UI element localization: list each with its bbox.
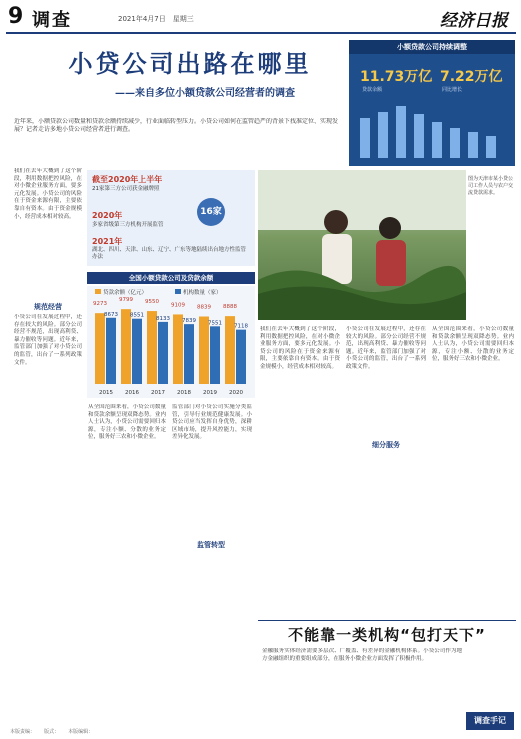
chart-data-label: 9109 [171,302,185,309]
chart-data-label: 7839 [182,318,196,325]
column-5: 小贷公司在发展过程中，还存在较大的风险。部分公司经营不规范，出现高利贷、暴力催收等问题。近年来，监管部门加强了对小贷公司的监管，出台了一系列政策文件。 [346,326,426,370]
timeline-year-1: 截至2020年上半年 [92,175,163,184]
chart-bar [132,319,142,384]
timeline-year-2: 2020年 [92,211,123,220]
chart-bar [95,313,105,384]
article-lead: 近年来，小额贷款公司数量和贷款余额持续减少，行业面临转型压力。小贷公司如何在监管趋严的背景下找准定位、实现发展？记者走访多地小贷公司经营者进行调查。 [14,118,339,133]
panel-bar [486,136,496,158]
panel-bar [468,132,478,158]
chart-bar [158,322,168,384]
bar-chart-svg [87,286,255,398]
chart-legend-swatch [175,289,181,294]
section-name: 调查 [32,10,72,31]
chart-data-label: 7551 [208,320,222,327]
chart-data-label: 8839 [197,304,211,311]
column-2: 从全国范围来看，小贷公司数量和贷款余额呈现双降态势。业内人士认为，小贷公司需要回归本源，专注小额、分散的业务定位，服务好三农和小微企业。 [88,404,166,441]
chart-bar [121,309,131,384]
timeline-text-3: 湖北、四川、天津、山东、辽宁、广东等地陆续出台地方性监管办法 [92,247,247,260]
chart-data-label: 9550 [145,299,159,306]
stats-panel-title: 小额贷款公司持续调整 [349,40,515,54]
commentary-text: 金融服务实体经济需要多层次、广覆盖、有差异的金融机构体系。小贷公司作为地方金融组织的重要组成部分，在服务小微企业方面发挥了积极作用。 [262,648,462,662]
column-6: 从全国范围来看，小贷公司数量和贷款余额呈现双降态势。业内人士认为，小贷公司需要回归本源，专注小额、分散的业务定位，服务好三农和小微企业。 [432,326,514,363]
panel-bar [360,118,370,158]
stat-label-1: 贷款余额 [362,87,383,93]
timeline-badge: 16家 [197,198,225,226]
column-1: 小贷公司在发展过程中，还存在较大的风险。部分公司经营不规范，出现高利贷、暴力催收等问题。近年来，监管部门加强了对小贷公司的监管，出台了一系列政策文件。 [14,314,82,366]
commentary-title: 不能靠一类机构“包打天下” [288,626,486,644]
panel-bar [378,112,388,158]
column-1-top: 我们在去年大概到了这个阶段，利用数据把控风险，在对小微企业服务方面，要多元化发展。小贷公司的风险在于资金来源有限，主要依靠自有资本。由于资金规模小，经营成本相对较高。 [14,168,82,220]
chart-data-label: 7118 [234,323,248,330]
page-footer: 本版责编： 版式： 本版编辑： [10,729,94,735]
chart-data-label: 8888 [223,304,237,311]
commentary-rule [258,620,516,621]
photo-illustration [258,170,466,320]
subhead-2: 监管转型 [197,541,225,549]
subhead-1: 规范经营 [34,303,62,311]
header-rule [6,32,516,34]
issue-date: 2021年4月7日 星期三 [118,15,194,23]
chart-tick-label: 2018 [177,390,191,396]
column-4: 我们在去年大概到了这个阶段，利用数据把控风险，在对小微企业服务方面，要多元化发展。小贷公司的风险在于资金来源有限，主要依靠自有资本。由于资金规模小，经营成本相对较高。 [260,326,340,370]
stat-label-2: 同比增长 [442,87,463,93]
chart-tick-label: 2017 [151,390,165,396]
stats-panel-bars [356,100,508,158]
chart-bar [236,330,246,384]
chart-tick-label: 2020 [229,390,243,396]
timeline-text-2: 多家省级第三方机构开展监管 [92,222,164,228]
chart-data-label: 8133 [156,315,170,322]
article-title: 小贷公司出路在哪里 [68,50,312,78]
chart-data-label: 9799 [119,297,133,304]
photo-caption: 图为天津市某小贷公司工作人员与农户交流贷款需求。 [468,176,514,196]
chart-legend-swatch [95,289,101,294]
chart-bar [147,311,157,384]
chart-bar [199,317,209,384]
commentary-tag: 调查手记 [466,712,514,730]
bar-chart [87,286,255,398]
panel-bar [396,106,406,158]
subhead-3: 细分服务 [372,441,400,449]
chart-legend-label: 机构数量（家） [183,290,222,296]
stat-value-2: 7.22万亿 [440,69,503,85]
newspaper-logo: 经济日报 [440,11,508,31]
chart-bar [210,326,220,384]
article-photo [258,170,466,320]
column-3: 监管部门对小贷公司实施分类监管，引导行业规范健康发展。小贷公司应当发挥自身优势，深耕区域市场，提升风控能力，实现差异化发展。 [172,404,252,441]
panel-bar [414,114,424,158]
timeline-year-3: 2021年 [92,237,123,246]
panel-bar [432,122,442,158]
chart-tick-label: 2016 [125,390,139,396]
page-number: 9 [8,4,24,29]
chart-data-label: 9273 [93,301,107,308]
chart-title: 全国小额贷款公司及贷款余额 [87,272,255,284]
timeline-text-1: 21家第三方公司获金融牌照 [92,186,160,192]
chart-data-label: 8673 [104,311,118,318]
chart-bar [106,318,116,384]
chart-data-label: 8551 [130,312,144,319]
chart-bar [184,324,194,384]
chart-tick-label: 2015 [99,390,113,396]
article-subtitle: ——来自多位小额贷款公司经营者的调查 [115,88,295,99]
chart-legend-label: 贷款余额（亿元） [103,290,148,296]
stat-value-1: 11.73万亿 [360,69,433,85]
chart-bar [173,314,183,384]
chart-tick-label: 2019 [203,390,217,396]
panel-bar [450,128,460,158]
